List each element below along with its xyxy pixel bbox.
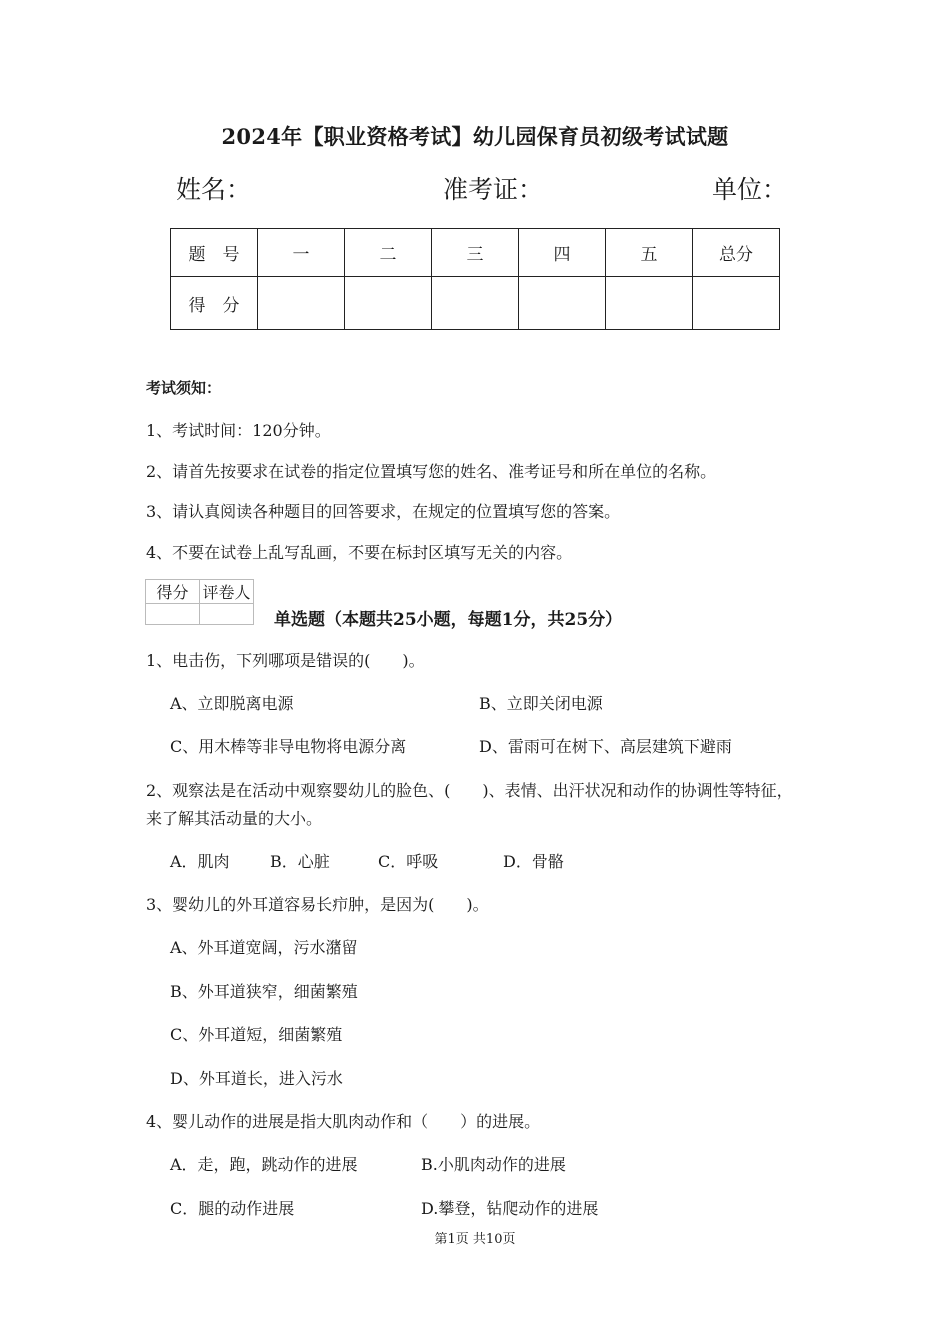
score-cell bbox=[606, 277, 693, 330]
grader-score-cell bbox=[146, 604, 200, 625]
notice-item: 2、请首先按要求在试卷的指定位置填写您的姓名、准考证号和所在单位的名称。 bbox=[146, 462, 717, 481]
score-table-score-row bbox=[171, 277, 780, 330]
score-table-header-cell: 题 号 bbox=[171, 229, 258, 277]
name-field-label: 姓名： bbox=[176, 175, 252, 204]
question-stem-continuation: 来了解其活动量的大小。 bbox=[146, 809, 323, 828]
question-option: D．骨骼 bbox=[503, 852, 564, 871]
grader-box bbox=[145, 579, 254, 625]
notice-item: 1、考试时间：120分钟。 bbox=[146, 421, 331, 440]
question-option: A．肌肉 bbox=[170, 852, 230, 871]
notice-item: 3、请认真阅读各种题目的回答要求，在规定的位置填写您的答案。 bbox=[146, 502, 621, 521]
score-row-label: 得 分 bbox=[171, 277, 258, 330]
exam-title: 2024年【职业资格考试】幼儿园保育员初级考试试题 bbox=[221, 124, 729, 149]
question-option: B.小肌肉动作的进展 bbox=[421, 1155, 566, 1174]
score-table-header-cell: 总分 bbox=[693, 229, 780, 277]
question-option: A、立即脱离电源 bbox=[170, 694, 294, 713]
question-stem: 2、观察法是在活动中观察婴幼儿的脸色、( )、表情、出汗状况和动作的协调性等特征， bbox=[146, 781, 793, 800]
question-option: D、雷雨可在树下、高层建筑下避雨 bbox=[479, 737, 732, 756]
question-option: C．腿的动作进展 bbox=[170, 1199, 295, 1218]
score-cell bbox=[345, 277, 432, 330]
question-option: D.攀登，钻爬动作的进展 bbox=[421, 1199, 599, 1218]
score-cell bbox=[258, 277, 345, 330]
grader-score-label: 得分 bbox=[146, 580, 200, 604]
question-option: B、立即关闭电源 bbox=[479, 694, 603, 713]
page-footer: 第1页 共10页 bbox=[434, 1232, 516, 1247]
question-option: B、外耳道狭窄，细菌繁殖 bbox=[170, 982, 358, 1001]
question-option: A、外耳道宽阔，污水潴留 bbox=[170, 938, 358, 957]
score-table-header-cell: 一 bbox=[258, 229, 345, 277]
score-table-header-cell: 三 bbox=[432, 229, 519, 277]
score-cell bbox=[693, 277, 780, 330]
question-option: D、外耳道长，进入污水 bbox=[170, 1069, 343, 1088]
score-cell bbox=[519, 277, 606, 330]
score-cell bbox=[432, 277, 519, 330]
question-option: C、用木棒等非导电物将电源分离 bbox=[170, 737, 407, 756]
score-table-header-cell: 五 bbox=[606, 229, 693, 277]
notice-item: 4、不要在试卷上乱写乱画，不要在标封区填写无关的内容。 bbox=[146, 543, 573, 562]
question-stem: 1、电击伤，下列哪项是错误的( )。 bbox=[146, 651, 425, 670]
grader-name-cell bbox=[200, 604, 254, 625]
score-table bbox=[170, 228, 780, 330]
section-title: 单选题（本题共25小题，每题1分，共25分） bbox=[274, 610, 623, 630]
score-table-header-row bbox=[171, 229, 780, 277]
question-option: C．呼吸 bbox=[378, 852, 439, 871]
notice-heading: 考试须知： bbox=[146, 379, 222, 397]
grader-name-label: 评卷人 bbox=[200, 580, 254, 604]
question-stem: 3、婴幼儿的外耳道容易长疖肿，是因为( )。 bbox=[146, 895, 489, 914]
score-table-header-cell: 二 bbox=[345, 229, 432, 277]
question-option: C、外耳道短，细菌繁殖 bbox=[170, 1025, 343, 1044]
unit-field-label: 单位： bbox=[712, 175, 788, 204]
score-table-header-cell: 四 bbox=[519, 229, 606, 277]
exam-id-field-label: 准考证： bbox=[443, 175, 544, 204]
question-option: A．走，跑，跳动作的进展 bbox=[170, 1155, 358, 1174]
question-option: B．心脏 bbox=[270, 852, 330, 871]
question-stem: 4、婴儿动作的进展是指大肌肉动作和（ ）的进展。 bbox=[146, 1112, 541, 1131]
